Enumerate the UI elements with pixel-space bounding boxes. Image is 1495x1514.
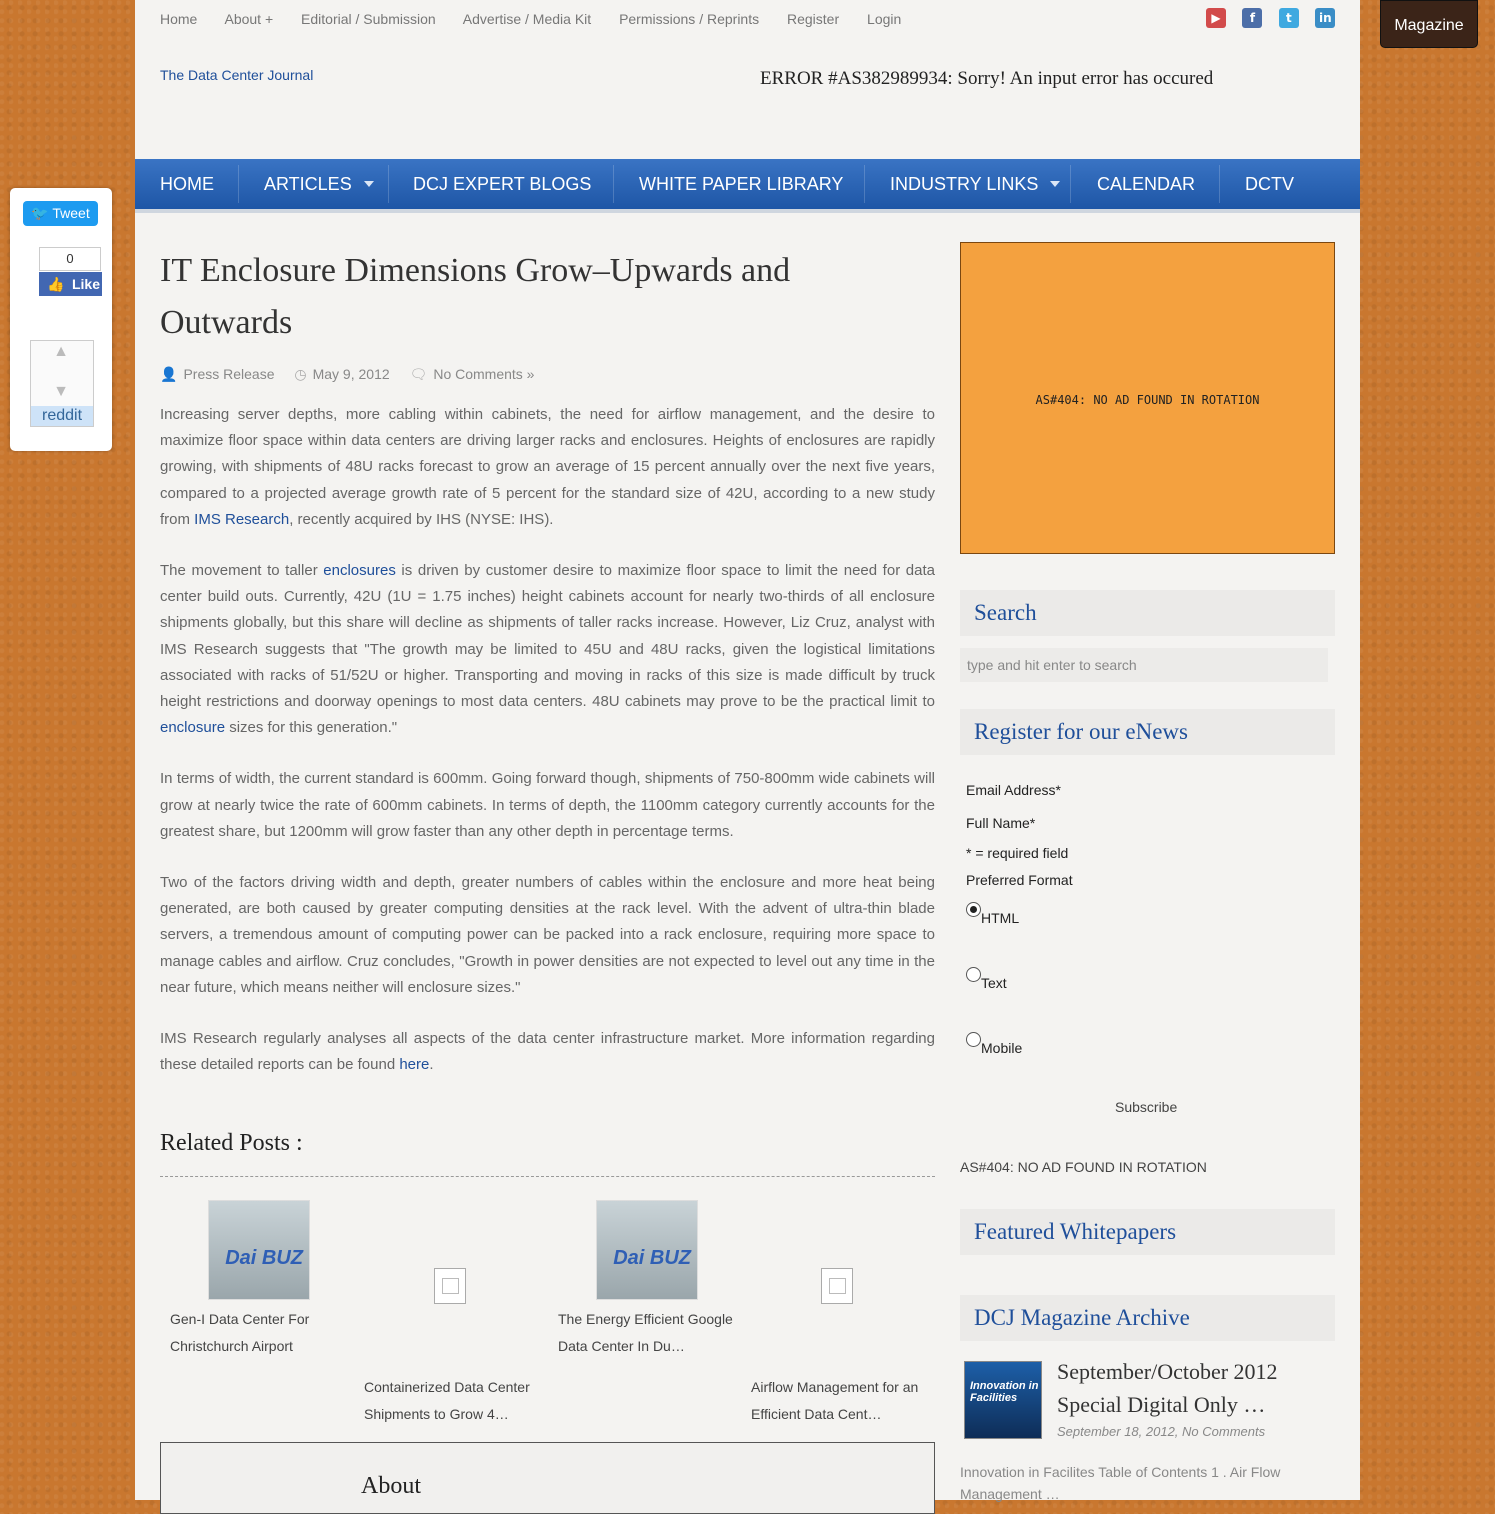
like-label: Like bbox=[71, 276, 100, 292]
nav-dctv[interactable] bbox=[1245, 159, 1294, 209]
upvote-arrow-icon[interactable]: ▲ bbox=[53, 343, 69, 360]
related-post-thumbnail[interactable] bbox=[751, 1268, 931, 1368]
social-links bbox=[1206, 8, 1347, 28]
full-name-field-label: Full Name* bbox=[966, 815, 1036, 831]
nav-divider bbox=[1219, 165, 1220, 203]
facebook-like-button[interactable] bbox=[39, 272, 102, 296]
toplink-editorial[interactable]: Editorial / Submission bbox=[301, 11, 436, 27]
reddit-widget bbox=[30, 340, 94, 427]
reddit-button[interactable]: reddit bbox=[31, 406, 93, 426]
nav-divider bbox=[864, 165, 865, 203]
toplink-home[interactable]: Home bbox=[160, 11, 198, 27]
nav-expert-blogs-label: DCJ EXPERT BLOGS bbox=[413, 174, 592, 194]
paragraph-text: sizes for this generation." bbox=[225, 719, 398, 737]
clock-icon: ◷ bbox=[294, 366, 307, 382]
email-field-label: Email Address* bbox=[966, 782, 1061, 798]
sidebar-ad[interactable] bbox=[960, 242, 1335, 554]
radio-label: HTML bbox=[981, 910, 1020, 926]
thumbs-up-icon: 👍 bbox=[47, 276, 65, 292]
toplink-permissions[interactable]: Permissions / Reprints bbox=[619, 11, 760, 27]
radio-label: Text bbox=[981, 975, 1007, 991]
nav-dctv-label: DCTV bbox=[1245, 174, 1294, 194]
here-link[interactable]: here bbox=[399, 1056, 430, 1074]
comments-link[interactable]: No Comments » bbox=[433, 366, 535, 382]
related-post-title[interactable]: Airflow Management for an bbox=[751, 1379, 919, 1395]
paragraph-text: IMS Research regularly analyses all aspects of the data center infrastructure market. More information regarding these detailed reports can be found bbox=[160, 1030, 935, 1074]
related-post-title[interactable]: The Energy Efficient Google bbox=[558, 1311, 733, 1327]
about-author-box bbox=[160, 1442, 935, 1514]
format-option-text[interactable] bbox=[966, 967, 1007, 991]
format-option-mobile[interactable] bbox=[966, 1032, 1023, 1056]
archive-post-date: September 18, 2012, No Comments bbox=[1057, 1424, 1266, 1439]
page-container bbox=[135, 0, 1360, 1500]
nav-white-paper-library[interactable] bbox=[639, 159, 843, 209]
radio-button[interactable] bbox=[966, 967, 981, 982]
related-post-thumbnail[interactable] bbox=[596, 1200, 698, 1300]
youtube-icon[interactable]: ▶ bbox=[1206, 8, 1226, 28]
toplink-advertise[interactable]: Advertise / Media Kit bbox=[462, 11, 592, 27]
nav-expert-blogs[interactable] bbox=[413, 159, 591, 209]
related-post-title[interactable]: Gen-I Data Center For bbox=[170, 1311, 310, 1327]
tweet-label: Tweet bbox=[52, 205, 90, 221]
archive-post-excerpt: Innovation in Facilites Table of Contents 1 . Air Flow Management … bbox=[960, 1464, 1281, 1502]
nav-calendar[interactable] bbox=[1097, 159, 1195, 209]
sidebar-ad-text: AS#404: NO AD FOUND IN ROTATION bbox=[960, 1159, 1207, 1175]
comment-icon: 🗨 bbox=[409, 366, 428, 382]
nav-divider bbox=[388, 165, 389, 203]
user-icon: 👤 bbox=[160, 366, 178, 382]
ims-research-link[interactable]: IMS Research bbox=[194, 510, 290, 528]
header-error-message: ERROR #AS382989934: Sorry! An input error has occured bbox=[760, 68, 1214, 89]
article-meta bbox=[160, 366, 540, 383]
nav-industry-links[interactable] bbox=[890, 159, 1060, 209]
subscribe-button[interactable]: Subscribe bbox=[1115, 1099, 1178, 1115]
facebook-icon[interactable]: f bbox=[1242, 8, 1262, 28]
toplink-about[interactable]: About + bbox=[224, 11, 274, 27]
author-link[interactable]: Press Release bbox=[183, 366, 275, 382]
linkedin-icon[interactable]: in bbox=[1315, 8, 1335, 28]
nav-divider bbox=[238, 165, 239, 203]
paragraph-text: . bbox=[429, 1056, 434, 1074]
article-paragraph: In terms of width, the current standard is 600mm. Going forward though, shipments of 750-800mm wide cabinets will grow at nearly twice the rate of 600mm cabinets. In terms of depth, the 1100mm category currently accounts for the greatest share, but 1200mm will grow faster than any other depth in percentage terms. bbox=[160, 770, 935, 840]
downvote-arrow-icon[interactable]: ▼ bbox=[53, 383, 69, 400]
paragraph-text: , recently acquired by IHS (NYSE: IHS). bbox=[289, 510, 554, 528]
site-brand-link[interactable]: The Data Center Journal bbox=[160, 67, 314, 83]
related-posts-heading: Related Posts : bbox=[160, 1130, 303, 1156]
article-paragraph bbox=[160, 558, 935, 741]
nav-calendar-label: CALENDAR bbox=[1097, 174, 1196, 194]
related-post-title[interactable]: Containerized Data Center bbox=[364, 1379, 530, 1395]
radio-button[interactable] bbox=[966, 1032, 981, 1047]
facebook-like-count: 0 bbox=[39, 247, 101, 271]
magazine-cover-thumbnail[interactable] bbox=[964, 1361, 1042, 1439]
nav-home-label: HOME bbox=[160, 174, 214, 194]
article-paragraph bbox=[160, 402, 935, 533]
nav-divider bbox=[1070, 165, 1071, 203]
toplink-login[interactable]: Login bbox=[867, 11, 902, 27]
whitepapers-widget-heading bbox=[960, 1209, 1335, 1255]
required-note: * = required field bbox=[966, 845, 1069, 861]
chevron-down-icon bbox=[1050, 181, 1060, 187]
thumbnail-logo-text: Dai BUZ bbox=[613, 1247, 691, 1269]
chevron-down-icon bbox=[364, 181, 374, 187]
toplink-register[interactable]: Register bbox=[787, 11, 840, 27]
radio-label: Mobile bbox=[981, 1040, 1023, 1056]
article-paragraph bbox=[160, 1026, 935, 1078]
widget-title: Featured Whitepapers bbox=[974, 1219, 1177, 1244]
format-option-html[interactable] bbox=[966, 902, 1020, 926]
tweet-button[interactable] bbox=[23, 201, 98, 226]
document-icon bbox=[821, 1268, 853, 1304]
archive-widget-heading bbox=[960, 1295, 1335, 1341]
divider bbox=[160, 1176, 935, 1177]
related-post-title[interactable]: Data Center In Du… bbox=[558, 1338, 685, 1354]
related-post-thumbnail[interactable] bbox=[208, 1200, 310, 1300]
paragraph-text: Increasing server depths, more cabling within cabinets, the need for airflow management, and the desire to maximize floor space within data centers are driving larger racks and enclosures. Heights of enclosures are rapidly growing, with shipments of 48U racks forecast to grow an average of 15 percent annually over the next five years, compared to a projected average growth rate of 5 percent for the standard size of 42U, according to a new study from bbox=[160, 406, 935, 528]
related-post-title[interactable]: Efficient Data Cent… bbox=[751, 1406, 882, 1422]
magazine-button[interactable]: Magazine bbox=[1380, 0, 1478, 48]
related-post[interactable] bbox=[558, 1200, 738, 1360]
widget-title: DCJ Magazine Archive bbox=[974, 1305, 1190, 1330]
related-post-title[interactable]: Christchurch Airport bbox=[170, 1338, 293, 1354]
widget-title: Register for our eNews bbox=[974, 719, 1188, 744]
related-post-title[interactable]: Shipments to Grow 4… bbox=[364, 1406, 509, 1422]
nav-white-paper-library-label: WHITE PAPER LIBRARY bbox=[639, 174, 844, 194]
share-bar bbox=[10, 188, 112, 451]
enclosure-link[interactable]: enclosure bbox=[160, 719, 226, 737]
related-post[interactable] bbox=[170, 1200, 350, 1360]
paragraph-text: is driven by customer desire to maximize floor space to limit the need for data center build outs. Currently, 42U (1U = 1.75 inches) height cabinets account for nearly two-thirds of all enclosure shipments globally, but this share will decline as shipments of taller racks increase. However, Liz Cruz, analyst with IMS Research suggests that "The growth may be limited to 45U and 48U racks, given the logistical limitations associated with racks of 51/52U or higher. Transporting and moving in racks of this size is made difficult by truck height restrictions and doorway openings to most data centers. 48U cabinets may prove to be the practical limit to bbox=[160, 562, 935, 711]
preferred-format-label: Preferred Format bbox=[966, 872, 1073, 888]
enews-widget-heading bbox=[960, 709, 1335, 755]
nav-divider bbox=[613, 165, 614, 203]
widget-title: Search bbox=[974, 600, 1037, 625]
nav-home[interactable] bbox=[160, 159, 214, 209]
search-input[interactable] bbox=[960, 648, 1328, 682]
related-post-thumbnail[interactable] bbox=[364, 1268, 544, 1368]
article-paragraph: Two of the factors driving width and depth, greater numbers of cables within the enclosure and more heat being generated, are both caused by greater computing densities at the rack level. With the advent of ultra-thin blade servers, a tremendous amount of computing power can be packed into a rack enclosure, requiring more space to manage cables and airflow. Cruz concludes, "Growth in power densities are not expected to level out any time in the near future, which means neither will enclosure sizes." bbox=[160, 874, 935, 996]
cover-text: Innovation in Facilities bbox=[970, 1380, 1039, 1404]
article-date: May 9, 2012 bbox=[312, 366, 390, 382]
thumbnail-logo-text: Dai BUZ bbox=[225, 1247, 303, 1269]
nav-articles-label: ARTICLES bbox=[264, 174, 352, 194]
nav-articles[interactable] bbox=[264, 159, 374, 209]
related-post[interactable] bbox=[364, 1200, 544, 1428]
twitter-icon: 🐦 bbox=[31, 205, 49, 221]
article-body bbox=[160, 402, 935, 1103]
twitter-icon[interactable]: t bbox=[1279, 8, 1299, 28]
nav-industry-links-label: INDUSTRY LINKS bbox=[890, 174, 1039, 194]
search-placeholder: type and hit enter to search bbox=[967, 657, 1137, 673]
top-links bbox=[160, 11, 925, 27]
related-post[interactable] bbox=[751, 1200, 931, 1428]
document-icon bbox=[434, 1268, 466, 1304]
enclosures-link[interactable]: enclosures bbox=[323, 562, 396, 580]
about-heading: About bbox=[361, 1473, 421, 1499]
article-title: IT Enclosure Dimensions Grow–Upwards and Outwards bbox=[160, 252, 791, 341]
paragraph-text: The movement to taller bbox=[160, 562, 324, 580]
radio-button-selected[interactable] bbox=[966, 902, 981, 917]
search-widget-heading bbox=[960, 590, 1335, 636]
main-nav bbox=[135, 159, 1360, 213]
ad-placeholder-text: AS#404: NO AD FOUND IN ROTATION bbox=[1035, 393, 1260, 407]
archive-post-title[interactable]: September/October 2012 Special Digital Only … bbox=[1057, 1359, 1278, 1417]
